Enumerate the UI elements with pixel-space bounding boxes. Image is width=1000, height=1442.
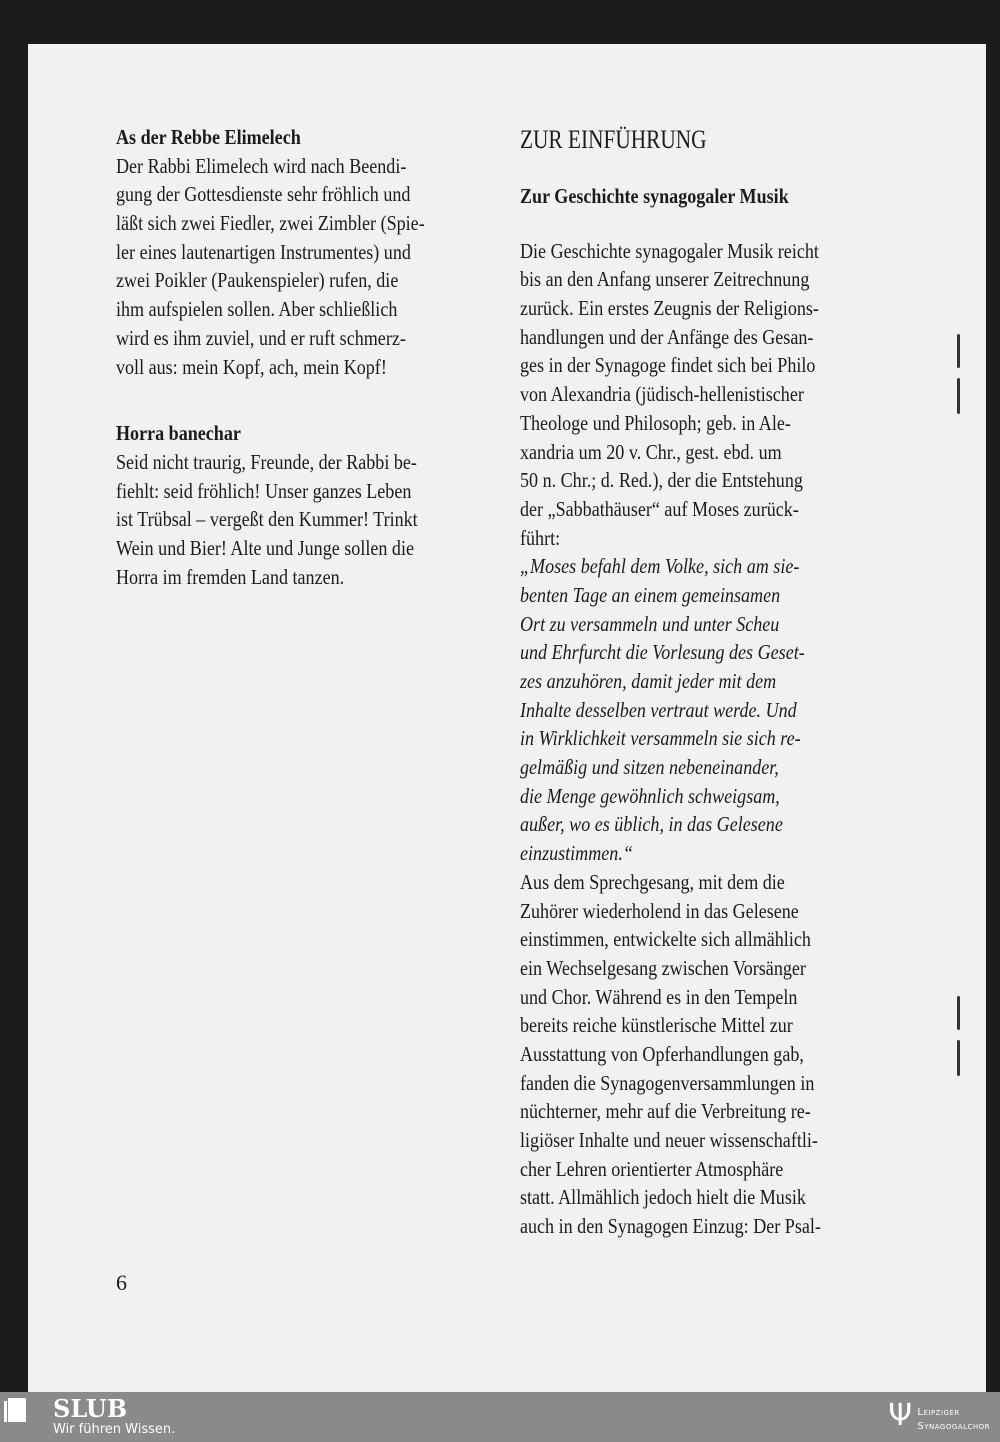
right-column	[520, 122, 870, 1241]
text-line: ligiöser Inhalte und neuer wissenschaftli-	[520, 1128, 818, 1152]
slub-book-icon	[8, 1398, 26, 1422]
slub-logo[interactable]: SLUB	[53, 1394, 128, 1423]
text-line: Zuhörer wiederholend in das Gelesene	[520, 898, 799, 923]
text-line: Der Rabbi Elimelech wird nach Beendi-	[116, 153, 407, 178]
page-number: 6	[116, 1270, 127, 1295]
partner-name-line2: Synagogalchor	[917, 1421, 990, 1432]
chapter-title: ZUR EINFÜHRUNG	[520, 125, 707, 154]
menorah-icon: Ψ	[888, 1398, 912, 1433]
text-line: läßt sich zwei Fiedler, zwei Zimbler (Spie-	[116, 211, 425, 236]
quote-line: Ort zu versammeln und unter Scheu	[520, 611, 780, 636]
quote-line: in Wirklichkeit versammeln sie sich re-	[520, 726, 801, 751]
text-line: xandria um 20 v. Chr., gest. ebd. um	[520, 439, 782, 464]
spacer	[116, 381, 475, 419]
text-line: Aus dem Sprechgesang, mit dem die	[520, 869, 785, 894]
section-heading: Zur Geschichte synagogaler Musik	[520, 184, 789, 208]
text-line: 50 n. Chr.; d. Red.), der die Entstehung	[520, 468, 803, 493]
text-line: Wein und Bier! Alte und Junge sollen die	[116, 535, 414, 560]
text-line: Seid nicht traurig, Freunde, der Rabbi be-	[116, 449, 417, 474]
quote-line: außer, wo es üblich, in das Gelesene	[520, 812, 783, 837]
quote-line: Inhalte desselben vertraut werde. Und	[520, 697, 797, 722]
footer-bar	[0, 1392, 1000, 1442]
partner-name-line1: Leipziger	[917, 1407, 960, 1418]
text-line: führt:	[520, 525, 561, 550]
text-line: einstimmen, entwickelte sich allmählich	[520, 927, 811, 952]
text-line: zurück. Ein erstes Zeugnis der Religions-	[520, 296, 819, 321]
text-line: zwei Poikler (Paukenspieler) rufen, die	[116, 268, 399, 293]
staple-mark	[957, 1040, 960, 1076]
text-line: der „Sabbathäuser“ auf Moses zurück-	[520, 496, 799, 521]
spacer	[520, 211, 870, 237]
text-line: Die Geschichte synagogaler Musik reicht	[520, 238, 819, 263]
text-line: statt. Allmählich jedoch hielt die Musik	[520, 1185, 806, 1210]
quote-line: „Moses befahl dem Volke, sich am sie-	[520, 554, 800, 579]
text-line: ein Wechselgesang zwischen Vorsänger	[520, 955, 806, 980]
slub-claim: Wir führen Wissen.	[53, 1422, 176, 1437]
text-line: ges in der Synagoge findet sich bei Philo	[520, 353, 816, 378]
quote-line: die Menge gewöhnlich schweigsam,	[520, 783, 780, 808]
text-line: ihm aufspielen sollen. Aber schließlich	[116, 297, 398, 322]
text-line: und Chor. Während es in den Tempeln	[520, 984, 798, 1009]
text-line: Horra im fremden Land tanzen.	[116, 564, 345, 589]
text-line: gung der Gottesdienste sehr fröhlich und	[116, 182, 411, 207]
text-line: Ausstattung von Opferhandlungen gab,	[520, 1041, 804, 1066]
text-line: bereits reiche künstlerische Mittel zur	[520, 1013, 793, 1038]
partner-logo[interactable]	[917, 1406, 990, 1434]
section-heading: Horra banechar	[116, 421, 241, 446]
text-line: ist Trübsal – vergeßt den Kummer! Trinkt	[116, 507, 418, 532]
text-line: voll aus: mein Kopf, ach, mein Kopf!	[116, 354, 387, 379]
text-line: auch in den Synagogen Einzug: Der Psal-	[520, 1214, 821, 1239]
quote-line: einzustimmen.“	[520, 841, 633, 866]
quote-line: benten Tage an einem gemeinsamen	[520, 582, 781, 607]
spacer	[520, 158, 870, 182]
staple-mark	[957, 334, 960, 368]
quote-line: und Ehrfurcht die Vorlesung des Geset-	[520, 640, 805, 665]
text-line: fiehlt: seid fröhlich! Unser ganzes Leben	[116, 478, 412, 503]
text-line: ler eines lautenartigen Instrumentes) und	[116, 239, 411, 264]
left-column	[116, 123, 475, 591]
staple-mark	[957, 996, 960, 1030]
text-line: nüchterner, mehr auf die Verbreitung re-	[520, 1099, 811, 1124]
quote-line: gelmäßig und sitzen nebeneinander,	[520, 755, 779, 780]
text-line: cher Lehren orientierter Atmosphäre	[520, 1156, 784, 1181]
quote-line: zes anzuhören, damit jeder mit dem	[520, 669, 777, 693]
text-line: handlungen und der Anfänge des Gesan-	[520, 324, 814, 349]
text-line: Theologe und Philosoph; geb. in Ale-	[520, 410, 791, 435]
text-line: wird es ihm zuviel, und er ruft schmerz-	[116, 325, 406, 350]
text-line: von Alexandria (jüdisch-hellenistischer	[520, 382, 804, 407]
staple-mark	[957, 378, 960, 414]
text-line: bis an den Anfang unserer Zeitrechnung	[520, 267, 810, 292]
text-line: fanden die Synagogenversammlungen in	[520, 1070, 815, 1095]
section-heading: As der Rebbe Elimelech	[116, 125, 301, 149]
